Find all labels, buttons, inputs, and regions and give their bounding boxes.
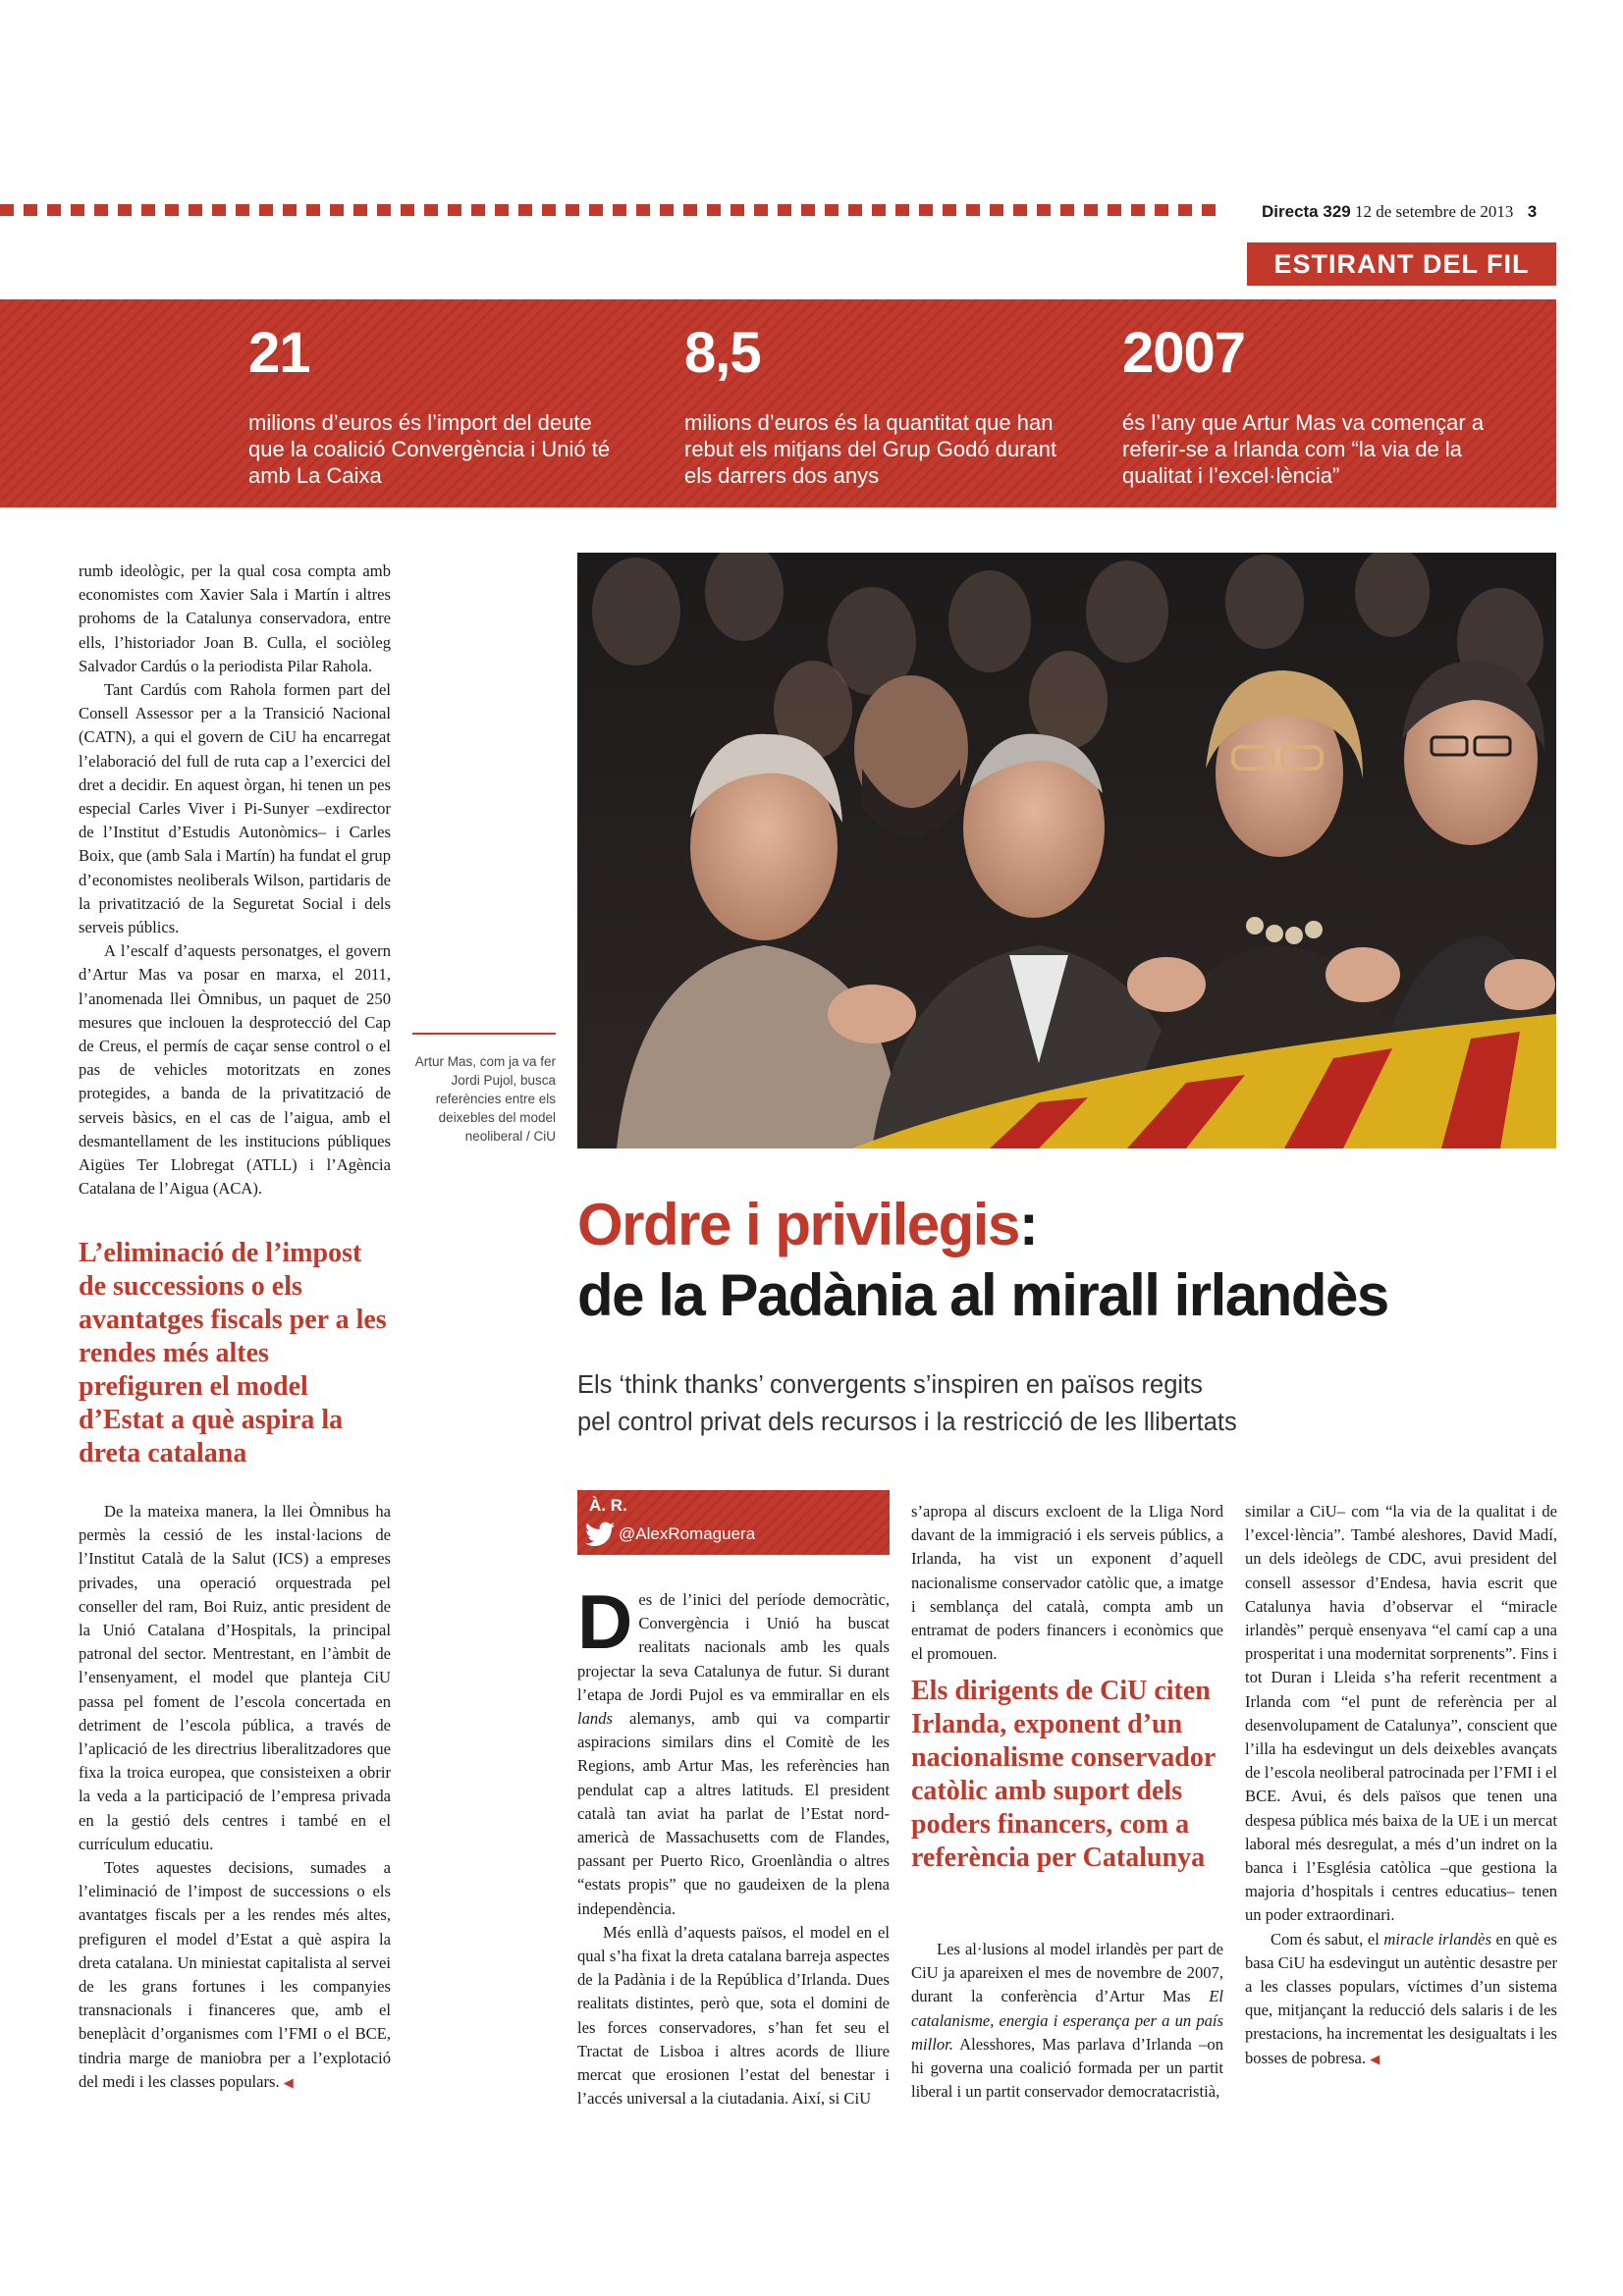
headline-colon: : — [1018, 1192, 1038, 1257]
paragraph: Tant Cardús com Rahola formen part del Consell Assessor per a la Transició Nacional (CATN), a qui el govern de CiU ha encarregat l’elaboració del full de ruta cap a l’exercici del dret a decidir. En aquest òrgan, hi tenen un pes especial Carles Viver i Pi-Sunyer –exdirector de l’Institut d’Estudis Autonòmics– i Carles Boix, que (amb Sala i Martín) ha fundat el grup d’economistes neoliberals Wilson, partidaris de la privatització de la Seguretat Social i dels serveis públics. — [79, 680, 391, 937]
stat-item — [1122, 319, 1505, 489]
photo-caption: Artur Mas, com ja va fer Jordi Pujol, busca referències entre els deixebles del model neoliberal / CiU — [414, 1054, 556, 1144]
pull-quote-center: Els dirigents de CiU citen Irlanda, exponent d’un nacionalisme conservador catòlic amb suport dels poders financers, com a referència per Catalunya — [911, 1676, 1216, 1873]
article-column-4 — [1245, 1500, 1557, 2071]
standfirst-line: Els ‘think thanks’ convergents s’inspiren en països regits — [577, 1371, 1203, 1399]
stats-band — [0, 299, 1556, 507]
stat-item — [248, 319, 631, 489]
article-column-2 — [577, 1578, 890, 2110]
author-handle: @AlexRomaguera — [619, 1524, 756, 1543]
paragraph: Com és sabut, el miracle irlandès en què es basa CiU ha esdevingut un autèntic desastre per a les classes populars, víctimes d’un sistema que, mitjançant la reducció dels salaris i de les prestacions, ha incrementat les desigualtats i les bosses de pobresa. ◀ — [1245, 1929, 1557, 2067]
stat-text: milions d’euros és la quantitat que han rebut els mitjans del Grup Godó durant els darrers dos anys — [684, 410, 1057, 488]
stat-value: 2007 — [1122, 321, 1246, 385]
end-mark-icon: ◀ — [283, 2074, 294, 2090]
article-photo — [577, 553, 1556, 1148]
stat-item — [684, 319, 1067, 489]
issue-date: 12 de setembre de 2013 — [1354, 202, 1514, 221]
twitter-bird-icon — [585, 1522, 615, 1547]
paragraph: Totes aquestes decisions, sumades a l’eliminació de l’impost de successions o els avantatges fiscals per a les rendes més altes, prefiguren el model d’Estat a què aspira la dreta catalana. Un miniestat capitalista al servei de les grans fortunes i les companyies transnacionals i financeres que, amb el beneplàcit d’organismes com l’FMI o el BCE, tindria marge de maniobra per a l’explotació del medi i les classes populars. ◀ — [79, 1858, 391, 2091]
end-mark-icon: ◀ — [1370, 2051, 1380, 2066]
headline-part2: de la Padània al mirall irlandès — [577, 1262, 1388, 1328]
publication-name: Directa 329 — [1262, 202, 1351, 221]
paragraph: De la mateixa manera, la llei Òmnibus ha permès la cessió de les instal·lacions de l’Institut Català de la Salut (ICS) a empreses privades, una operació orquestrada pel conseller del ram, Boi Ruiz, antic president de la Unió Catalana d’Hospitals, la principal patronal del sector. Mentrestant, en l’àmbit de l’ensenyament, el model que planteja CiU passa pel foment de l’escola concertada en detriment de l’escola pública, a través de l’aplicació de les directrius liberalitzadores que fixa la troica europea, que consisteixen a obrir la veda a la participació de l’empresa privada en la gestió dels centres i també en el currículum educatiu. — [79, 1502, 391, 1853]
page-number: 3 — [1527, 202, 1538, 221]
stat-value: 8,5 — [684, 321, 761, 385]
stat-text: milions d’euros és l’import del deute que la coalició Convergència i Unió té amb La Caixa — [248, 410, 611, 488]
paragraph: Les al·lusions al model irlandès per part de CiU ja apareixen el mes de novembre de 2007, durant la conferència d’Artur Mas El catalanisme, energia i esperança per a un país millor. Alesshores, Mas parlava d’Irlanda –on hi governa una coalició formada per un partit liberal i un partit conservador democratacristià, — [911, 1940, 1223, 2102]
article-column-3-bottom — [911, 1938, 1223, 2104]
drop-cap: D — [577, 1578, 633, 1665]
paragraph: s’apropa al discurs excloent de la Lliga Nord davant de la immigració i els serveis públics, a Irlanda, ha vist un exponent d’aquell nacionalisme conservador catòlic que, a imatge i semblança del català, compta amb un entramat de poders financers i econòmics que el promouen. — [911, 1502, 1223, 1664]
standfirst — [577, 1366, 1363, 1441]
left-column-top — [79, 560, 391, 1201]
headline-part1: Ordre i privilegis — [577, 1192, 1019, 1257]
standfirst-line: pel control privat dels recursos i la restricció de les llibertats — [577, 1409, 1237, 1436]
paragraph: Des de l’inici del període democràtic, Convergència i Unió ha buscat realitats nacionals amb les quals projectar la seva Catalunya de futur. Si durant l’etapa de Jordi Pujol es va emmirallar en els lands alemanys, amb qui va compartir aspiracions similars dins el Comitè de les Regions, amb Artur Mas, les referències han pendulat cap a altres latituds. El president català tan aviat ha parlat de l’Estat nord-americà de Massachusetts com de Flandes, passant per Puerto Rico, Groenlàndia o altres “estats propis” que no gaudeixen de la plena independència. — [577, 1578, 890, 1918]
folio — [1262, 202, 1537, 222]
headline — [577, 1190, 1559, 1331]
article-column-3 — [911, 1500, 1223, 1666]
stat-value: 21 — [248, 321, 310, 385]
author-box — [577, 1490, 890, 1555]
paragraph: similar a CiU– com “la via de la qualitat i de l’excel·lència”. També aleshores, David Madí, un dels ideòlegs de CDC, avui president del consell assessor d’Endesa, havia escrit que Catalunya havia d’observar el “miracle irlandès” perquè ensenyava “el camí cap a una prosperitat i una modernitat sorprenents”. Fins i tot Duran i Lleida s’ha referit recentment a Irlanda com “el punt de referència per al desenvolupament de Catalunya”, conscient que l’illa ha esdevingut un dels deixebles avançats de l’escola neoliberal patrocinada per l’FMI i el BCE. Avui, és dels països que tenen una despesa pública més baixa de la UE i un mercat laboral més desregulat, a més d’un indret on la banca i l’Església catòlica –que gestiona la majoria d’hospitals i centres educatius– tenen un poder extraordinari. — [1245, 1502, 1557, 1925]
paragraph: Més enllà d’aquests països, el model en el qual s’ha fixat la dreta catalana barreja aspectes de la Padània i de la República d’Irlanda. Dues realitats distintes, però que, sota el domini de les forces conservadores, s’han fet seu el Tractat de Lisboa i altres acords de lliure mercat que erosionen l’estat del benestar i l’accés universal a la ciutadania. Així, si CiU — [577, 1922, 890, 2109]
section-tag: ESTIRANT DEL FIL — [1247, 242, 1556, 286]
caption-rule — [412, 1033, 556, 1035]
author-name: À. R. — [589, 1496, 627, 1515]
pull-quote-left: L’eliminació de l’impost de successions o els avantatges fiscals per a les rendes més altes prefiguren el model d’Estat a què aspira la dreta catalana — [79, 1238, 387, 1468]
stat-text: és l’any que Artur Mas va començar a referir-se a Irlanda com “la via de la qualitat i l’excel·lència” — [1122, 410, 1485, 488]
dashed-header-rule — [0, 204, 1217, 216]
paragraph: rumb ideològic, per la qual cosa compta amb economistes com Xavier Sala i Martín i altres prohoms de la Catalunya conservadora, entre ells, l’historiador Joan B. Culla, el sociòleg Salvador Cardús o la periodista Pilar Rahola. — [79, 561, 391, 675]
paragraph: A l’escalf d’aquests personatges, el govern d’Artur Mas va posar en marxa, el 2011, l’anomenada llei Òmnibus, un paquet de 250 mesures que inclouen la desprotecció del Cap de Creus, el permís de caçar sense control o el pas de vehicles motoritzats en zones protegides, a banda de la privatització de serveis bàsics, en el cas de l’aigua, amb el desmantellament de les institucions públiques Aigües Ter Llobregat (ATLL) i l’Agència Catalana de l’Aigua (ACA). — [79, 941, 391, 1199]
left-column-bottom — [79, 1500, 391, 2095]
